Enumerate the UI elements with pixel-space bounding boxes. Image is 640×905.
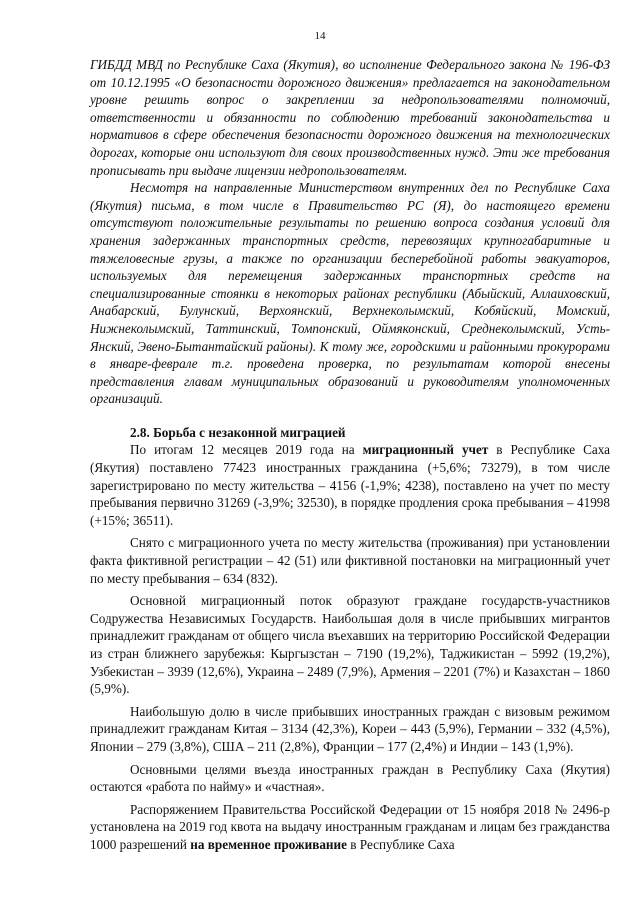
bold-text-run: на временное проживание [190, 836, 347, 852]
section-heading: 2.8. Борьба с незаконной миграцией [130, 424, 346, 440]
paragraph-quota [90, 801, 610, 854]
document-body [90, 56, 610, 854]
paragraph-entry-purposes: Основными целями въезда иностранных граждан в Республику Саха (Якутия) остаются «работа по найму» и «частная». [90, 761, 610, 795]
text-run: в Республике Саха [346, 836, 455, 852]
paragraph-fictitious-registration: Снято с миграционного учета по месту жительства (проживания) при установлении факта фиктивной регистрации – 42 (51) или фиктивной постановки на миграционный учет по месту пребывания – 634 (832). [90, 535, 610, 586]
paragraph-migration-registration [90, 441, 610, 529]
bold-text-run: миграционный учет [362, 442, 489, 458]
text-run: По итогам 12 месяцев 2019 года на [130, 442, 363, 458]
paragraph-cis-flow: Основной миграционный поток образуют граждане государств-участников Содружества Независимых Государств. Наибольшая доля в числе прибывших мигрантов принадлежит гражданам от общего числа въехавших на территорию Российской Федерации из стран ближнего зарубежья: Кыргызстан – 7190 (19,2%), Таджикистан – 5992 (19,2%), Узбекистан – 3939 (12,6%), Украина – 2489 (7,9%), Армения – 2201 (7%) и Казахстан – 1860 (5,9%). [90, 593, 610, 697]
page-number: 14 [314, 30, 326, 42]
text-run: Распоряжением Правительства Российской Федерации от 15 ноября 2018 № 2496-р установлена на 2019 год квота на выдачу иностранным гражданам и лицам без гражданства 1000 разрешений [90, 801, 610, 852]
text-run: в Республике Саха (Якутия) поставлено 77423 иностранных гражданина (+5,6%; 73279), в том числе зарегистрировано по месту жительства – 4156 (-1,9%; 4238), поставлено на учет по месту пребывания первично 31269 (-3,9%; 32530), в порядке продления срока пребывания – 41998 (+15%; 36511). [90, 442, 610, 528]
paragraph-evacuation: Несмотря на направленные Министерством внутренних дел по Республике Саха (Якутия) письма, в том числе в Правительство РС (Я), до настоящего времени отсутствуют положительные результаты по решению вопроса создания условий для хранения задержанных транспортных средств, перевозящих крупногабаритные и тяжеловесные грузы, а также по организации бесперебойной работы эвакуаторов, используемых для перемещения задержанных транспортных средств на специализированные стоянки в некоторых районах республики (Абыйский, Аллаиховский, Анабарский, Булунский, Верхоянский, Верхнеколымский, Кобяйский, Момский, Нижнеколымский, Таттинский, Томпонский, Оймяконский, Среднеколымский, Усть-Янский, Эвено-Бытантайский районы). К тому же, городскими и районными прокурорами в январе-феврале т.г. проведена проверка, по результатам которой внесены представления главам муниципальных образований и руководителям уполномоченных организаций. [90, 180, 610, 407]
paragraph-traffic-safety: ГИБДД МВД по Республике Саха (Якутия), во исполнение Федерального закона № 196-ФЗ от 10.12.1995 «О безопасности дорожного движения» предлагается на законодательном уровне решить вопрос о закреплении за недропользователями полномочий, ответственности и обязанности по соблюдению требований законодательства и нормативов в сфере обеспечения безопасности дорожного движения на технологических дорогах, которые они используют для своих производственных нужд. Эти же требования прописывать при выдаче лицензии недропользователям. [90, 57, 610, 178]
paragraph-visa-regime: Наибольшую долю в числе прибывших иностранных граждан с визовым режимом принадлежит гражданам Китая – 3134 (42,3%), Кореи – 443 (5,9%), Германии – 332 (4,5%), Японии – 279 (3,8%), США – 211 (2,8%), Франции – 177 (2,4%) и Индии – 143 (1,9%). [90, 703, 610, 754]
